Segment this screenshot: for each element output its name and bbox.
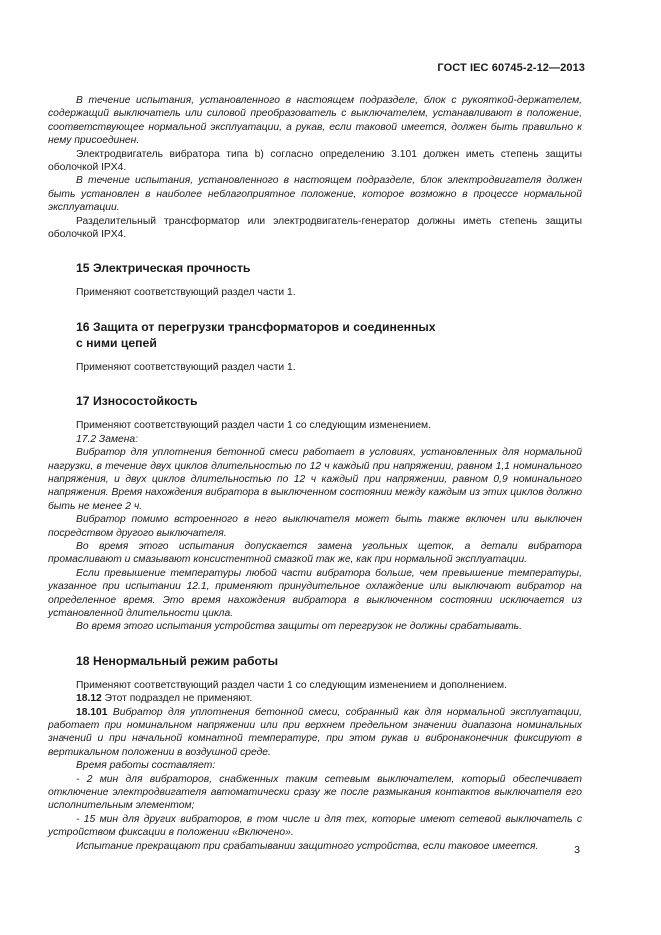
- paragraph: Время работы составляет:: [76, 760, 216, 772]
- paragraph: Разделительный трансформатор или электродвигатель-генератор должны иметь степень защиты оболочкой IPX4.: [48, 215, 582, 241]
- list-item: - 15 мин для других вибраторов, в том числе и для тех, которые имеют сетевой выключатель с устройством фиксации в положении «Включено».: [48, 813, 582, 839]
- section-heading: [48, 319, 582, 351]
- clause-text: Вибратор для уплотнения бетонной смеси, собранный как для нормальной эксплуатации, работает при номинальном напряжении или при верхнем предельном значении диапазона номинальных значений и при начальной комнатной температуре, при этом рукав и вибронаконечник фиксируют в вертикальном положении в воздушной среде.: [48, 706, 582, 758]
- clause-text: Этот подраздел не применяют.: [101, 693, 253, 705]
- section-heading: 18 Ненормальный режим работы: [76, 653, 278, 668]
- section-heading-line: 16 Защита от перегрузки трансформаторов и соединенных: [76, 319, 436, 334]
- paragraph: Применяют соответствующий раздел части 1.: [76, 287, 296, 299]
- paragraph: 17.2 Замена:: [76, 433, 138, 445]
- paragraph: В течение испытания, установленного в настоящем подразделе, блок электродвигателя должен быть установлен в наиболее неблагоприятное положение, которое возможно в процессе нормальной эксплуатации.: [48, 175, 582, 214]
- paragraph: Во время этого испытания устройства защиты от перегрузок не должны срабатывать.: [76, 621, 522, 633]
- paragraph: [48, 692, 582, 705]
- paragraph: Применяют соответствующий раздел части 1 со следующим изменением.: [76, 420, 431, 432]
- clause-number: 18.101: [76, 706, 108, 718]
- paragraph: Применяют соответствующий раздел части 1.: [76, 361, 296, 373]
- paragraph: Применяют соответствующий раздел части 1 со следующим изменением и дополнением.: [76, 679, 507, 691]
- paragraph: Во время этого испытания допускается замена угольных щеток, а детали вибратора промасливают и смазывают консистентной смазкой так же, как при нормальной эксплуатации.: [48, 540, 582, 566]
- page-number: 3: [574, 844, 580, 856]
- section-heading: 15 Электрическая прочность: [76, 261, 251, 276]
- list-item: - 2 мин для вибраторов, снабженных таким сетевым выключателем, который обеспечивает отключение электродвигателя автоматически сразу же после размыкания контактов выключателя его исполнительным элементом;: [48, 773, 582, 812]
- section-heading-line: с ними цепей: [76, 335, 157, 350]
- paragraph: Электродвигатель вибратора типа b) согласно определению 3.101 должен иметь степень защиты оболочкой IPX4.: [48, 148, 582, 174]
- paragraph: Вибратор помимо встроенного в него выключателя может быть также включен или выключен посредством другого выключателя.: [48, 514, 582, 539]
- paragraph: Вибратор для уплотнения бетонной смеси работает в условиях, установленных для нормальной нагрузки, в течение двух циклов длительностью по 12 ч каждый при напряжении, равном 1,1 номинального напряжения, и двух циклов длительностью по 12 ч каждый при напряжении, равном 0,9 номинального напряжения. Время нахождения вибратора в выключенном состоянии между каждым из этих циклов должно быть не менее 2 ч.: [48, 447, 582, 512]
- paragraph: [48, 706, 582, 760]
- paragraph: Испытание прекращают при срабатывании защитного устройства, если таковое имеется.: [76, 840, 539, 852]
- paragraph: Если превышение температуры любой части вибратора больше, чем превышение температуры, указанное при испытании 12.1, применяют принудительное охлаждение или выключают вибратор на определенное время. Это время нахождения вибратора в выключенном состоянии исключается из установленной длительности цикла.: [48, 567, 582, 619]
- document-body: [48, 94, 582, 853]
- section-heading: 17 Износостойкость: [76, 394, 198, 409]
- document-header: ГОСТ IEC 60745-2-12—2013: [437, 62, 585, 74]
- paragraph: В течение испытания, установленного в настоящем подразделе, блок с рукояткой-держателем, содержащий выключатель или силовой преобразователь с выключателем, устанавливают в положение, соответствующее нормальной эксплуатации, а рукав, если таковой имеется, должен быть правильно к нему присоединен.: [48, 95, 582, 147]
- clause-number: 18.12: [76, 693, 102, 705]
